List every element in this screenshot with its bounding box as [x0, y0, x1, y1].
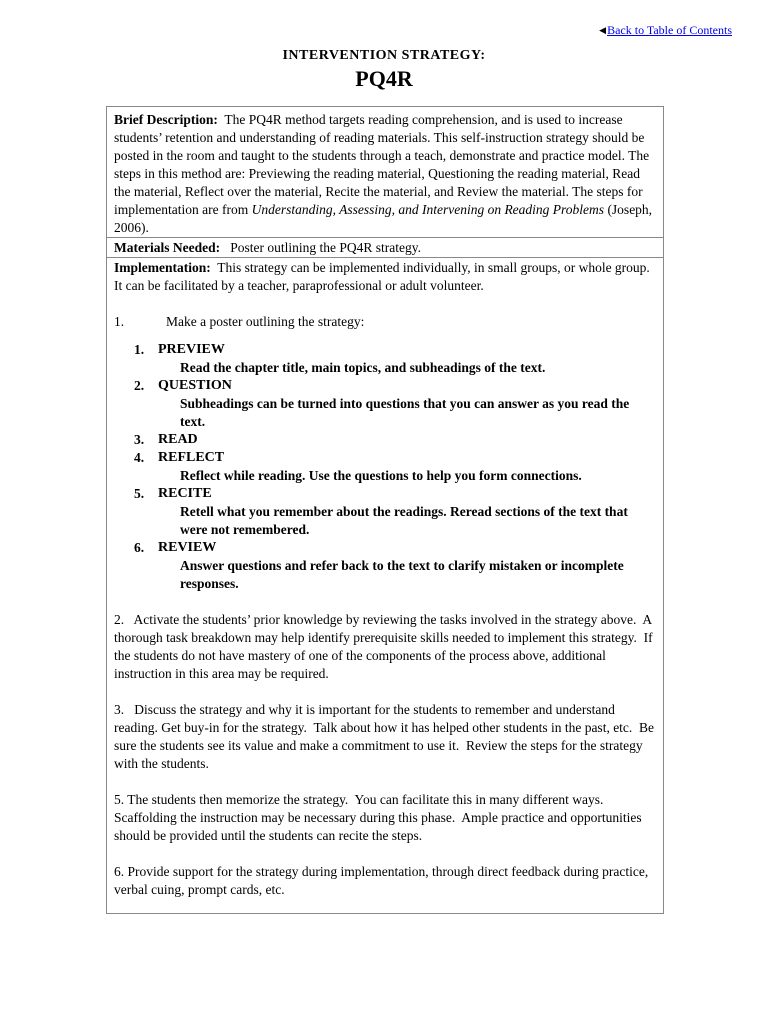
step-body: [158, 431, 656, 449]
step-number: 6.: [134, 540, 145, 555]
book-title: Understanding, Assessing, and Intervening on Reading Problems: [251, 202, 605, 217]
pq4r-steps-list: [114, 341, 656, 593]
page-heading: INTERVENTION STRATEGY:: [282, 48, 486, 63]
step-number: 2.: [134, 378, 145, 393]
pq4r-step: [114, 485, 656, 539]
step-detail: Answer questions and refer back to the text to clarify mistaken or incomplete responses.: [180, 558, 624, 591]
strategy-table: [106, 106, 664, 914]
implementation-paragraph: 5. The students then memorize the strategy. You can facilitate this in many different ways. Scaffolding the instruction may be necessary during this phase. Ample practice and opportunities should be provided until the students can recite the steps.: [114, 792, 645, 843]
paragraph-gap: [114, 683, 656, 701]
step-1-number: 1.: [114, 314, 125, 329]
pq4r-step: [114, 341, 656, 377]
description-label: Brief Description:: [114, 112, 218, 127]
step-name: RECITE: [158, 486, 212, 501]
description-text: The PQ4R method targets reading comprehension, and is used to increase students’ retention and understanding of reading materials. This self-instruction strategy should be posted in the room and taught to the students through a teach, demonstrate and practice model. The steps in this method are: Previewing the reading material, Questioning the reading material, Read the material, Reflect over the material, Recite the material, and Review the material. The steps for implementation are from: [114, 112, 650, 217]
back-to-toc-text[interactable]: Back to Table of Contents: [607, 23, 732, 37]
page-title: PQ4R: [355, 66, 413, 91]
implementation-label: Implementation:: [114, 260, 211, 275]
materials-row: [107, 237, 663, 257]
step-body: [158, 377, 656, 431]
materials-text: Poster outlining the PQ4R strategy.: [230, 240, 421, 255]
step-detail: Reflect while reading. Use the questions to help you form connections.: [180, 468, 582, 483]
pq4r-step: [114, 377, 656, 431]
step-name: REFLECT: [158, 450, 225, 465]
materials-paragraph: [114, 239, 656, 257]
step-body: [158, 341, 656, 377]
implementation-intro: This strategy can be implemented individually, in small groups, or whole group. It can be facilitated by a teacher, paraprofessional or adult volunteer.: [114, 260, 650, 293]
step-detail: Read the chapter title, main topics, and subheadings of the text.: [180, 360, 546, 375]
back-to-toc-link[interactable]: [599, 23, 732, 38]
step-name: REVIEW: [158, 540, 217, 555]
implementation-paragraphs: [114, 593, 656, 899]
paragraph-gap: [114, 845, 656, 863]
pq4r-step: [114, 539, 656, 593]
paragraph-gap: [114, 773, 656, 791]
implementation-paragraph: 6. Provide support for the strategy during implementation, through direct feedback during practice, verbal cuing, prompt cards, etc.: [114, 864, 652, 897]
step-number: 4.: [134, 450, 145, 465]
step-number: 3.: [134, 432, 145, 447]
step-detail: Retell what you remember about the readings. Reread sections of the text that were not remembered.: [180, 504, 628, 537]
citation: (Joseph, 2006).: [114, 202, 653, 235]
description-row: [107, 107, 663, 237]
pq4r-step: [114, 449, 656, 485]
step-name: READ: [158, 432, 198, 447]
step-body: [158, 449, 656, 485]
implementation-intro-paragraph: [114, 259, 656, 295]
implementation-paragraph: 2. Activate the students’ prior knowledge by reviewing the tasks involved in the strategy above. A thorough task breakdown may help identify prerequisite skills needed to implement this strategy. If the students do not have mastery of one of the components of the process above, additional instruction in this area may be required.: [114, 612, 656, 681]
step-number: 5.: [134, 486, 145, 501]
step-body: [158, 539, 656, 593]
step-1-text: Make a poster outlining the strategy:: [166, 314, 365, 329]
materials-label: Materials Needed:: [114, 240, 221, 255]
paragraph-gap: [114, 593, 656, 611]
step-name: QUESTION: [158, 378, 232, 393]
step-detail: Subheadings can be turned into questions that you can answer as you read the text.: [180, 396, 630, 429]
step-1-line: [114, 313, 656, 331]
spacer: [114, 295, 656, 313]
step-number: 1.: [134, 342, 145, 357]
description-paragraph: [114, 111, 656, 237]
step-name: PREVIEW: [158, 342, 225, 357]
left-triangle-icon: ◀: [599, 25, 607, 35]
title-block: [0, 47, 768, 92]
pq4r-step: [114, 431, 656, 449]
implementation-paragraph: 3. Discuss the strategy and why it is important for the students to remember and understand reading. Get buy-in for the strategy. Talk about how it has helped other students in the past, etc. Be sure the students see its value and make a commitment to use it. Review the steps for the strategy with the students.: [114, 702, 658, 771]
step-body: [158, 485, 656, 539]
implementation-row: [107, 257, 663, 913]
